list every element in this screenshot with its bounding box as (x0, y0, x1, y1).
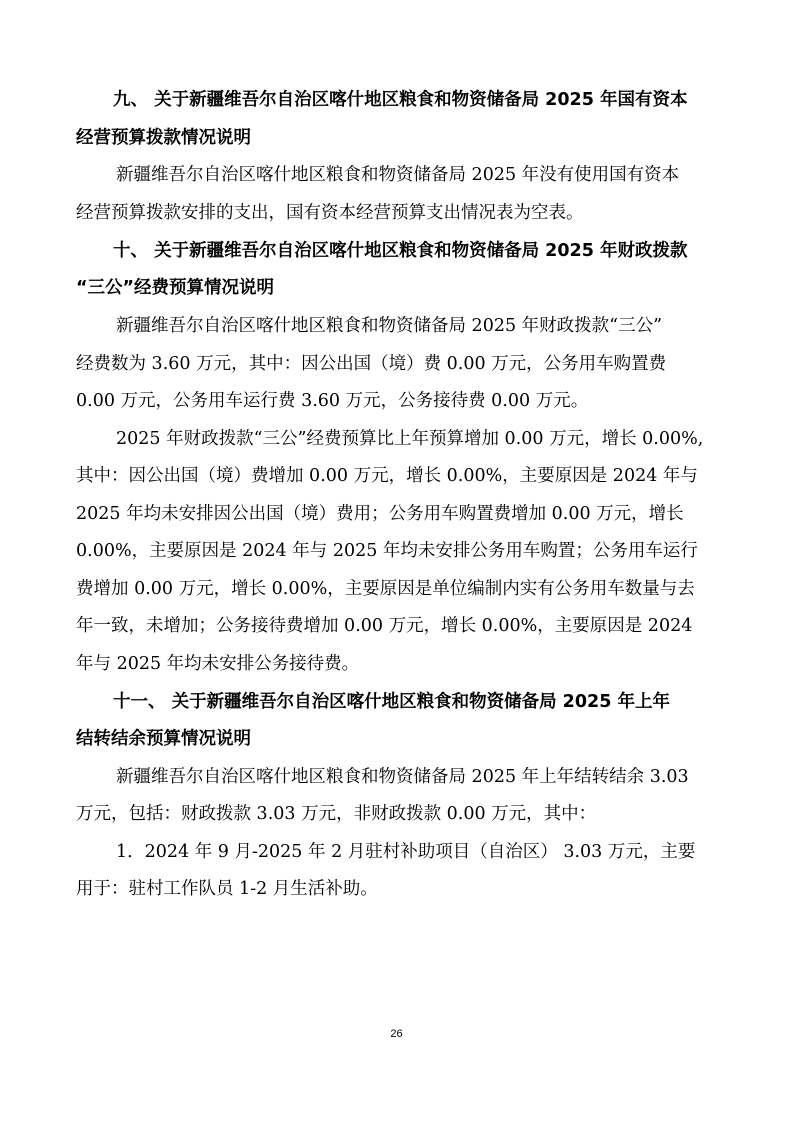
section-9-heading-line-2: 经营预算拨款情况说明 (76, 128, 251, 148)
section-10-paragraph-2-line-4: 0.00%，主要原因是 2024 年与 2025 年均未安排公务用车购置；公务用车运行 (76, 541, 698, 561)
section-9-paragraph-line-1: 新疆维吾尔自治区喀什地区粮食和物资储备局 2025 年没有使用国有资本 (116, 165, 680, 185)
section-10-paragraph-1-line-2: 经费数为 3.60 万元，其中：因公出国（境）费 0.00 万元，公务用车购置费 (76, 354, 667, 374)
section-10-paragraph-2-line-5: 费增加 0.00 万元，增长 0.00%，主要原因是单位编制内实有公务用车数量与去 (76, 579, 695, 599)
section-11-paragraph-1-line-1: 新疆维吾尔自治区喀什地区粮食和物资储备局 2025 年上年结转结余 3.03 (116, 767, 689, 787)
section-11-heading-line-2: 结转结余预算情况说明 (76, 729, 251, 749)
section-10-paragraph-2-line-6: 年一致，未增加；公务接待费增加 0.00 万元，增长 0.00%，主要原因是 2024 (76, 616, 693, 636)
section-10-heading-line-1: 十、 关于新疆维吾尔自治区喀什地区粮食和物资储备局 2025 年财政拨款 (113, 241, 688, 261)
section-11-paragraph-1-line-2: 万元，包括：财政拨款 3.03 万元，非财政拨款 0.00 万元，其中： (76, 804, 597, 824)
section-10-heading-line-2: “三公”经费预算情况说明 (76, 278, 275, 298)
section-10-paragraph-2-line-1: 2025 年财政拨款“三公”经费预算比上年预算增加 0.00 万元，增长 0.00%, (116, 429, 704, 449)
section-11-heading-line-1: 十一、 关于新疆维吾尔自治区喀什地区粮食和物资储备局 2025 年上年 (113, 692, 670, 712)
section-10-paragraph-2-line-7: 年与 2025 年均未安排公务接待费。 (76, 654, 360, 674)
section-9-heading-line-1: 九、 关于新疆维吾尔自治区喀什地区粮食和物资储备局 2025 年国有资本 (113, 90, 688, 110)
section-11-paragraph-2-line-1: 1．2024 年 9 月-2025 年 2 月驻村补助项目（自治区） 3.03 万元，主要 (116, 842, 696, 862)
section-10-paragraph-2-line-2: 其中：因公出国（境）费增加 0.00 万元，增长 0.00%，主要原因是 2024 年与 (76, 466, 698, 486)
page-number: 26 (390, 1028, 403, 1040)
section-11-paragraph-2-line-2: 用于：驻村工作队员 1-2 月生活补助。 (76, 879, 378, 899)
section-9-paragraph-line-2: 经营预算拨款安排的支出，国有资本经营预算支出情况表为空表。 (76, 203, 584, 223)
section-10-paragraph-1-line-3: 0.00 万元，公务用车运行费 3.60 万元，公务接待费 0.00 万元。 (76, 391, 589, 411)
section-10-paragraph-2-line-3: 2025 年均未安排因公出国（境）费用；公务用车购置费增加 0.00 万元，增长 (76, 504, 684, 524)
section-10-paragraph-1-line-1: 新疆维吾尔自治区喀什地区粮食和物资储备局 2025 年财政拨款“三公” (116, 316, 663, 336)
